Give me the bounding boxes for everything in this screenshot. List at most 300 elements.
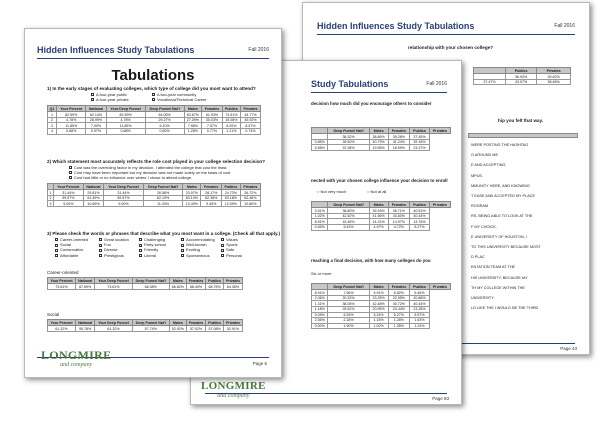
- table-header: Privates: [537, 68, 571, 74]
- table-cell: 38.05%: [328, 301, 369, 307]
- table-header: Privates: [429, 202, 450, 208]
- table-cell: 52.91%: [223, 326, 242, 332]
- table-cell: 82.59%: [57, 112, 86, 118]
- table-header: Deep Funnel Nat'l: [328, 284, 369, 290]
- checkbox-icon: [181, 249, 184, 252]
- table-row: [48, 128, 261, 134]
- response-line: TO THIS UNIVERSITY BECAUSE MOST: [471, 245, 541, 249]
- option-label: Values: [226, 237, 238, 242]
- table-cell: 1.63%: [410, 318, 430, 324]
- table-cell: 43.60%: [388, 213, 410, 219]
- table-cell: 40.72%: [388, 301, 410, 307]
- middle-q2-option: ○ Not at all: [367, 189, 387, 194]
- table-cell: 7.90%: [86, 123, 106, 129]
- table-cell: 36.71%: [388, 208, 410, 214]
- middle-table-1: [311, 127, 451, 151]
- logo-main-text: LONGMIRE: [201, 380, 266, 392]
- q3-checkbox-option: [181, 253, 210, 258]
- table-header: Your Percent: [48, 278, 76, 284]
- middle-table-3: [311, 283, 451, 329]
- table-cell: 28.99%: [86, 117, 106, 123]
- table-header: Your Deep Funnel: [95, 320, 132, 326]
- option-label: Spontaneous: [186, 252, 210, 258]
- table-cell: 0.00%: [312, 323, 328, 329]
- table-cell: 62.38%: [201, 195, 222, 201]
- table-cell: 3: [49, 201, 52, 206]
- table-cell: 5.24%: [369, 312, 388, 318]
- table-cell: 1.28%: [388, 318, 410, 324]
- table-header: Publics: [410, 128, 430, 134]
- table-header: Deep Funnel Nat'l: [132, 320, 169, 326]
- table-cell: 20.32%: [328, 295, 369, 301]
- front-page-header: [37, 45, 269, 59]
- table-cell: 14.97%: [388, 219, 410, 225]
- option-label: Affordable: [60, 252, 79, 258]
- front-q1-option: [91, 97, 129, 102]
- table-cell: 22.95%: [388, 295, 410, 301]
- table-cell: 3: [48, 123, 57, 129]
- front-page-number: Page 6: [252, 361, 267, 366]
- option-label: Cost was the overriding factor in my decision. I attended the college that cost the least.: [74, 165, 228, 170]
- table-cell: 40.79%: [369, 139, 388, 145]
- table-cell: 40.51%: [410, 208, 430, 214]
- table-cell: 8.91%: [312, 219, 328, 225]
- response-line: O AROUND ME: [471, 153, 499, 158]
- table-cell: 0.74%: [241, 128, 261, 134]
- option-label: Liberal: [144, 252, 157, 258]
- table-header: Females: [202, 106, 222, 112]
- table-cell: 1.24%: [410, 323, 430, 329]
- table-cell: 22.38%: [328, 145, 369, 151]
- table-cell: 5.46%: [410, 290, 430, 296]
- response-line: HIS UNIVERSITY, BECAUSE MY: [471, 275, 528, 280]
- front-q2-option: [69, 175, 192, 180]
- table-header: Deep Funnel Nat'l: [132, 278, 169, 284]
- table-cell: 19.08%: [222, 117, 240, 123]
- front-page-title: Tabulations: [111, 67, 195, 84]
- option-label: Accommodating: [186, 237, 215, 242]
- table-cell: 13.78%: [410, 219, 430, 225]
- social-label: Social: [47, 312, 60, 317]
- table-cell: 73.61%: [95, 284, 132, 290]
- table-cell: 18.99%: [388, 145, 410, 151]
- response-line: RS, BEING ABLE TO LOOK AT THE: [471, 214, 533, 219]
- table-header: Publics: [206, 320, 224, 326]
- table-cell: 8.57%: [241, 123, 261, 129]
- option-label: Social: [60, 242, 71, 248]
- table-cell: 2.55%: [312, 318, 328, 324]
- checkbox-icon: [221, 249, 224, 252]
- checkbox-icon: [55, 238, 58, 241]
- option-label: Well-known: [186, 242, 207, 248]
- table-cell: 38.86%: [369, 134, 388, 140]
- table-cell: 1.26%: [184, 128, 202, 134]
- table-cell: 6.26%: [328, 312, 369, 318]
- option-label: A two-year community: [157, 92, 197, 97]
- response-line: D PLAC: [471, 255, 485, 260]
- table-header: Your Percent: [57, 106, 86, 112]
- back-page-line-fragment: hip you felt that way.: [498, 118, 544, 123]
- table-cell: 38.46%: [537, 79, 571, 85]
- table-header: Males: [183, 184, 201, 190]
- table-cell: 31.44%: [53, 190, 83, 196]
- table-header: Your Deep Funnel: [95, 278, 132, 284]
- response-line: UNIVERSITY.: [471, 296, 495, 300]
- middle-q1-fragment: decision how much did you encourage others to consider: [311, 101, 432, 106]
- front-page-header-date: Fall 2016: [248, 47, 269, 53]
- table-cell: 64.36%: [223, 284, 242, 290]
- back-page-header: [317, 21, 575, 35]
- back-page-table: [473, 67, 571, 85]
- table-header: Males: [169, 320, 186, 326]
- option-label: Personal: [226, 252, 242, 258]
- option-label: Exciting: [186, 247, 201, 253]
- table-cell: 15.45%: [328, 219, 369, 225]
- front-table-q2: [47, 183, 261, 207]
- table-cell: 62.19%: [143, 195, 182, 201]
- q3-checkbox-option: [99, 253, 124, 258]
- table-cell: 26.72%: [240, 190, 260, 196]
- middle-q2-option-label: Not at all: [370, 189, 387, 194]
- table-header: Your Percent: [48, 320, 76, 326]
- middle-q2-option: ○ Not very much: [317, 189, 347, 194]
- option-label: Cost may have been important but my decision was not made solely on the basis of cost: [74, 170, 231, 175]
- table-cell: 59.57%: [53, 195, 83, 201]
- back-page-header-date: Fall 2016: [554, 23, 575, 29]
- table-cell: 29.27%: [145, 117, 184, 123]
- option-label: Great location: [104, 237, 129, 242]
- option-label: A four-year private: [96, 97, 129, 102]
- checkbox-icon: [139, 244, 142, 247]
- table-cell: 4: [48, 128, 57, 134]
- response-line: T EASE AND ACCEPTED MY PLACE: [471, 194, 536, 198]
- table-cell: 0.68%: [57, 128, 86, 134]
- option-label: Career-oriented: [60, 237, 89, 242]
- table-cell: 14.31%: [369, 219, 388, 225]
- table-cell: 27.09%: [184, 117, 202, 123]
- table-cell: 2.06%: [312, 295, 328, 301]
- table-cell: 0.68%: [106, 128, 145, 134]
- table-cell: 44.77%: [241, 112, 261, 118]
- table-header: Males: [169, 278, 186, 284]
- table-cell: 7.98%: [184, 123, 202, 129]
- table-cell: 57.02%: [186, 326, 205, 332]
- table-cell: 66.82%: [169, 284, 186, 290]
- table-cell: 0.55%: [312, 224, 328, 230]
- option-label: Conservative: [60, 247, 84, 253]
- table-cell: 63.14%: [183, 195, 201, 201]
- table-cell: 3.91%: [312, 208, 328, 214]
- checkbox-icon: [181, 254, 184, 257]
- table-cell: 9.00%: [53, 201, 83, 207]
- middle-q2-option-label: Not very much: [320, 189, 347, 194]
- table-row: [48, 284, 243, 290]
- table-cell: 2: [48, 117, 57, 123]
- table-header: Females: [388, 202, 410, 208]
- table-header: Deep Funnel Nat'l: [328, 128, 369, 134]
- option-label: Party school: [144, 242, 167, 248]
- table-cell: 73.61%: [48, 284, 76, 290]
- checkbox-icon: [139, 238, 142, 241]
- option-label: Fun: [104, 242, 111, 248]
- q3-checkbox-option: [55, 253, 78, 258]
- table-cell: 11.85%: [106, 123, 145, 129]
- table-cell: 6.20%: [222, 123, 240, 129]
- table-header: Privates: [240, 184, 260, 190]
- table-cell: 2.18%: [328, 318, 369, 324]
- table-header: Publics: [506, 68, 537, 74]
- table-cell: 6.10%: [145, 123, 184, 129]
- table-header: National: [76, 278, 95, 284]
- table-cell: 38.32%: [328, 134, 369, 140]
- table-cell: 63.67%: [184, 112, 202, 118]
- option-label: Challenging: [144, 237, 166, 242]
- table-header: Publics: [222, 184, 241, 190]
- logo-sub-text: and company: [60, 362, 93, 368]
- table-header: Deep Funnel Nat'l: [143, 184, 182, 190]
- response-line: ENTATION TEAM AT THE: [471, 265, 516, 270]
- table-header: National: [76, 320, 95, 326]
- table-cell: 30.03%: [202, 117, 222, 123]
- table-cell: 20.88%: [410, 295, 430, 301]
- table-header: Deep Funnel Nat'l: [145, 106, 184, 112]
- table-cell: 64.05%: [145, 112, 184, 118]
- table-cell: 0.77%: [202, 128, 222, 134]
- table-header: Publics: [410, 202, 430, 208]
- q3-checkbox-option: [221, 253, 242, 258]
- option-label: Vocational/Technical Career: [157, 97, 207, 102]
- table-header: National: [86, 106, 106, 112]
- option-label: Diverse: [104, 247, 118, 253]
- response-line: WERE POSTING THE HASHTAG: [471, 143, 529, 147]
- table-cell: 5.27%: [388, 312, 410, 318]
- table-header: Your Deep Funnel: [106, 106, 145, 112]
- table-cell: 1: [48, 112, 57, 118]
- table-cell: 68.75%: [206, 284, 224, 290]
- table-header: Privates: [429, 284, 450, 290]
- table-header: National: [83, 184, 103, 190]
- table-cell: 20.95%: [369, 306, 388, 312]
- table-cell: 41.56%: [369, 213, 388, 219]
- table-cell: 37.47%: [474, 79, 506, 85]
- q3-checkbox-option: [139, 253, 156, 258]
- table-cell: 42.48%: [369, 301, 388, 307]
- table-cell: 40.44%: [410, 301, 430, 307]
- option-label: Friendly: [144, 247, 159, 253]
- table-cell: 1.21%: [222, 128, 240, 134]
- table-cell: 43.07%: [506, 79, 537, 85]
- back-page-responses-header: [468, 133, 578, 138]
- table-header: Males: [184, 106, 202, 112]
- middle-page-number: Page 83: [432, 396, 449, 401]
- table-cell: 13.49%: [183, 201, 201, 207]
- table-cell: 24.73%: [222, 190, 241, 196]
- table-cell: 23.97%: [183, 190, 201, 196]
- middle-page-header: [311, 79, 447, 93]
- table-cell: 12.09%: [222, 201, 241, 207]
- table-cell: 4.78%: [106, 117, 145, 123]
- table-cell: 19.55%: [369, 145, 388, 151]
- table-header: Females: [201, 184, 222, 190]
- table-header: Deep Funnel Nat'l: [328, 202, 369, 208]
- front-q3: 3) Please check the words or phrases that describe what you most want in a college. (Check all that apply.): [47, 231, 280, 236]
- table-cell: 2: [49, 196, 52, 201]
- front-q2: 2) Which statement most accurately reflects the role cost played in your college selection decision?: [47, 159, 266, 164]
- front-table-career: [47, 277, 243, 290]
- table-cell: 52.92%: [169, 326, 186, 332]
- table-header: Males: [369, 284, 388, 290]
- middle-q3-option: Six or more: [311, 271, 332, 276]
- table-cell: 61.49%: [83, 195, 103, 201]
- checkbox-icon: [181, 244, 184, 247]
- table-row: [48, 201, 261, 207]
- table-cell: 39.18%: [410, 139, 430, 145]
- middle-logo: [201, 381, 266, 401]
- table-cell: 0.97%: [86, 128, 106, 134]
- response-line: LD LIKE THE I WOULD BE THE THIRD: [471, 306, 539, 311]
- table-cell: 11.43%: [143, 201, 182, 207]
- table-header: Females: [186, 320, 205, 326]
- table-cell: 0.60%: [145, 128, 184, 134]
- table-cell: 62.48%: [240, 195, 260, 201]
- back-page-number: Page 43: [560, 346, 577, 351]
- back-page-question-fragment: relationship with your chosen college?: [408, 45, 493, 50]
- option-label: Prestigious: [104, 252, 124, 258]
- option-label: Cost had little or no influence over where I chose to attend college.: [74, 175, 193, 180]
- table-cell: 9.45%: [201, 201, 222, 207]
- table-cell: 8.91%: [312, 290, 328, 296]
- middle-q2-fragment: nected with your chosen college influence your decision to enroll: [311, 178, 448, 183]
- table-cell: 73.51%: [222, 112, 240, 118]
- checkbox-icon: [181, 238, 184, 241]
- table-cell: 1.02%: [312, 213, 328, 219]
- option-label: Safe: [226, 247, 235, 253]
- table-cell: 62.14%: [86, 112, 106, 118]
- table-cell: 36.93%: [506, 74, 537, 80]
- table-cell: 41.24%: [388, 139, 410, 145]
- table-row: [312, 323, 451, 329]
- table-header: Privates: [429, 128, 450, 134]
- front-page: [24, 28, 282, 378]
- table-cell: 0.85%: [312, 139, 328, 145]
- checkbox-icon: [55, 244, 58, 247]
- table-cell: 29.81%: [83, 190, 103, 196]
- table-cell: 4.97%: [369, 224, 388, 230]
- table-cell: 82.59%: [106, 112, 145, 118]
- table-cell: 1: [49, 190, 52, 195]
- table-cell: 5.91%: [369, 290, 388, 296]
- table-cell: 68.40%: [186, 284, 205, 290]
- table-cell: 55.78%: [76, 326, 95, 332]
- response-line: MMUNITY HERE, AND KNOWING: [471, 183, 530, 188]
- table-cell: 1.02%: [369, 323, 388, 329]
- table-cell: 31.44%: [104, 190, 144, 196]
- middle-table-2: [311, 201, 451, 231]
- table-header: Females: [186, 278, 205, 284]
- table-cell: 23.25%: [369, 295, 388, 301]
- table-row: [312, 145, 451, 151]
- table-header: Males: [369, 128, 388, 134]
- table-cell: 25.52%: [328, 306, 369, 312]
- option-label: Sports: [226, 242, 238, 248]
- table-cell: 11.85%: [57, 123, 86, 129]
- table-cell: 39.16%: [369, 208, 388, 214]
- table-cell: 5.05%: [312, 312, 328, 318]
- table-header: Publics: [222, 106, 240, 112]
- middle-page-header-title: Study Tabulations: [311, 79, 389, 89]
- table-cell: 7.96%: [328, 290, 369, 296]
- option-label: A four-year public: [96, 92, 128, 97]
- table-cell: 5.43%: [328, 224, 369, 230]
- table-cell: 39.28%: [388, 134, 410, 140]
- response-line: MPUS.: [471, 173, 484, 178]
- table-cell: 6.82%: [388, 290, 410, 296]
- table-cell: 23.44%: [388, 306, 410, 312]
- table-header: Privates: [241, 106, 261, 112]
- table-header: Q1: [48, 106, 57, 112]
- table-cell: 4.72%: [388, 224, 410, 230]
- checkbox-icon: [221, 244, 224, 247]
- table-header: Your Deep Funnel: [104, 184, 144, 190]
- table-cell: 39.50%: [328, 139, 369, 145]
- table-cell: 45.92%: [241, 117, 261, 123]
- table-header: Privates: [223, 278, 242, 284]
- table-cell: 37.45%: [410, 134, 430, 140]
- table-cell: 1.35%: [388, 323, 410, 329]
- response-line: E UNIVERSITY OF HOUSTON, I: [471, 234, 527, 239]
- table-header: Publics: [410, 284, 430, 290]
- front-table-social: [47, 319, 243, 332]
- checkbox-icon: [139, 254, 142, 257]
- table-cell: 5.27%: [410, 224, 430, 230]
- table-cell: 28.17%: [201, 190, 222, 196]
- front-q1: 1) In the early stages of evaluating colleges, which type of college did you most want to attend?: [47, 86, 256, 91]
- table-cell: 40.44%: [410, 213, 430, 219]
- table-cell: 68.38%: [132, 284, 169, 290]
- table-cell: 4.78%: [57, 117, 86, 123]
- table-cell: 5.58%: [312, 145, 328, 151]
- table-cell: 57.08%: [206, 326, 224, 332]
- table-cell: 23.37%: [410, 145, 430, 151]
- table-row: [48, 326, 243, 332]
- table-cell: 1.31%: [312, 301, 328, 307]
- logo-sub-text: and company: [217, 393, 250, 399]
- checkbox-icon: [55, 249, 58, 252]
- table-cell: 61.32%: [48, 326, 76, 332]
- table-cell: 23.28%: [410, 306, 430, 312]
- response-line: TH MY COLLEGE WITHIN THE: [471, 285, 525, 290]
- table-cell: 61.93%: [202, 112, 222, 118]
- table-row: [312, 224, 451, 230]
- checkbox-icon: [99, 244, 102, 247]
- table-cell: 6.57%: [410, 312, 430, 318]
- checkbox-icon: [221, 238, 224, 241]
- table-cell: 26.58%: [143, 190, 182, 196]
- career-label: Career-oriented: [47, 270, 79, 275]
- table-cell: 63.18%: [222, 195, 241, 201]
- front-page-header-title: Hidden Influences Study Tabulations: [37, 45, 195, 55]
- table-cell: 67.69%: [76, 284, 95, 290]
- checkbox-icon: [139, 249, 142, 252]
- checkbox-icon: [221, 254, 224, 257]
- checkbox-icon: [99, 254, 102, 257]
- checkbox-icon: [99, 238, 102, 241]
- table-header: Privates: [223, 320, 242, 326]
- table-cell: 1.15%: [369, 318, 388, 324]
- front-q1-option: [152, 97, 207, 102]
- table-cell: 1.18%: [312, 306, 328, 312]
- middle-page-header-date: Fall 2016: [426, 81, 447, 87]
